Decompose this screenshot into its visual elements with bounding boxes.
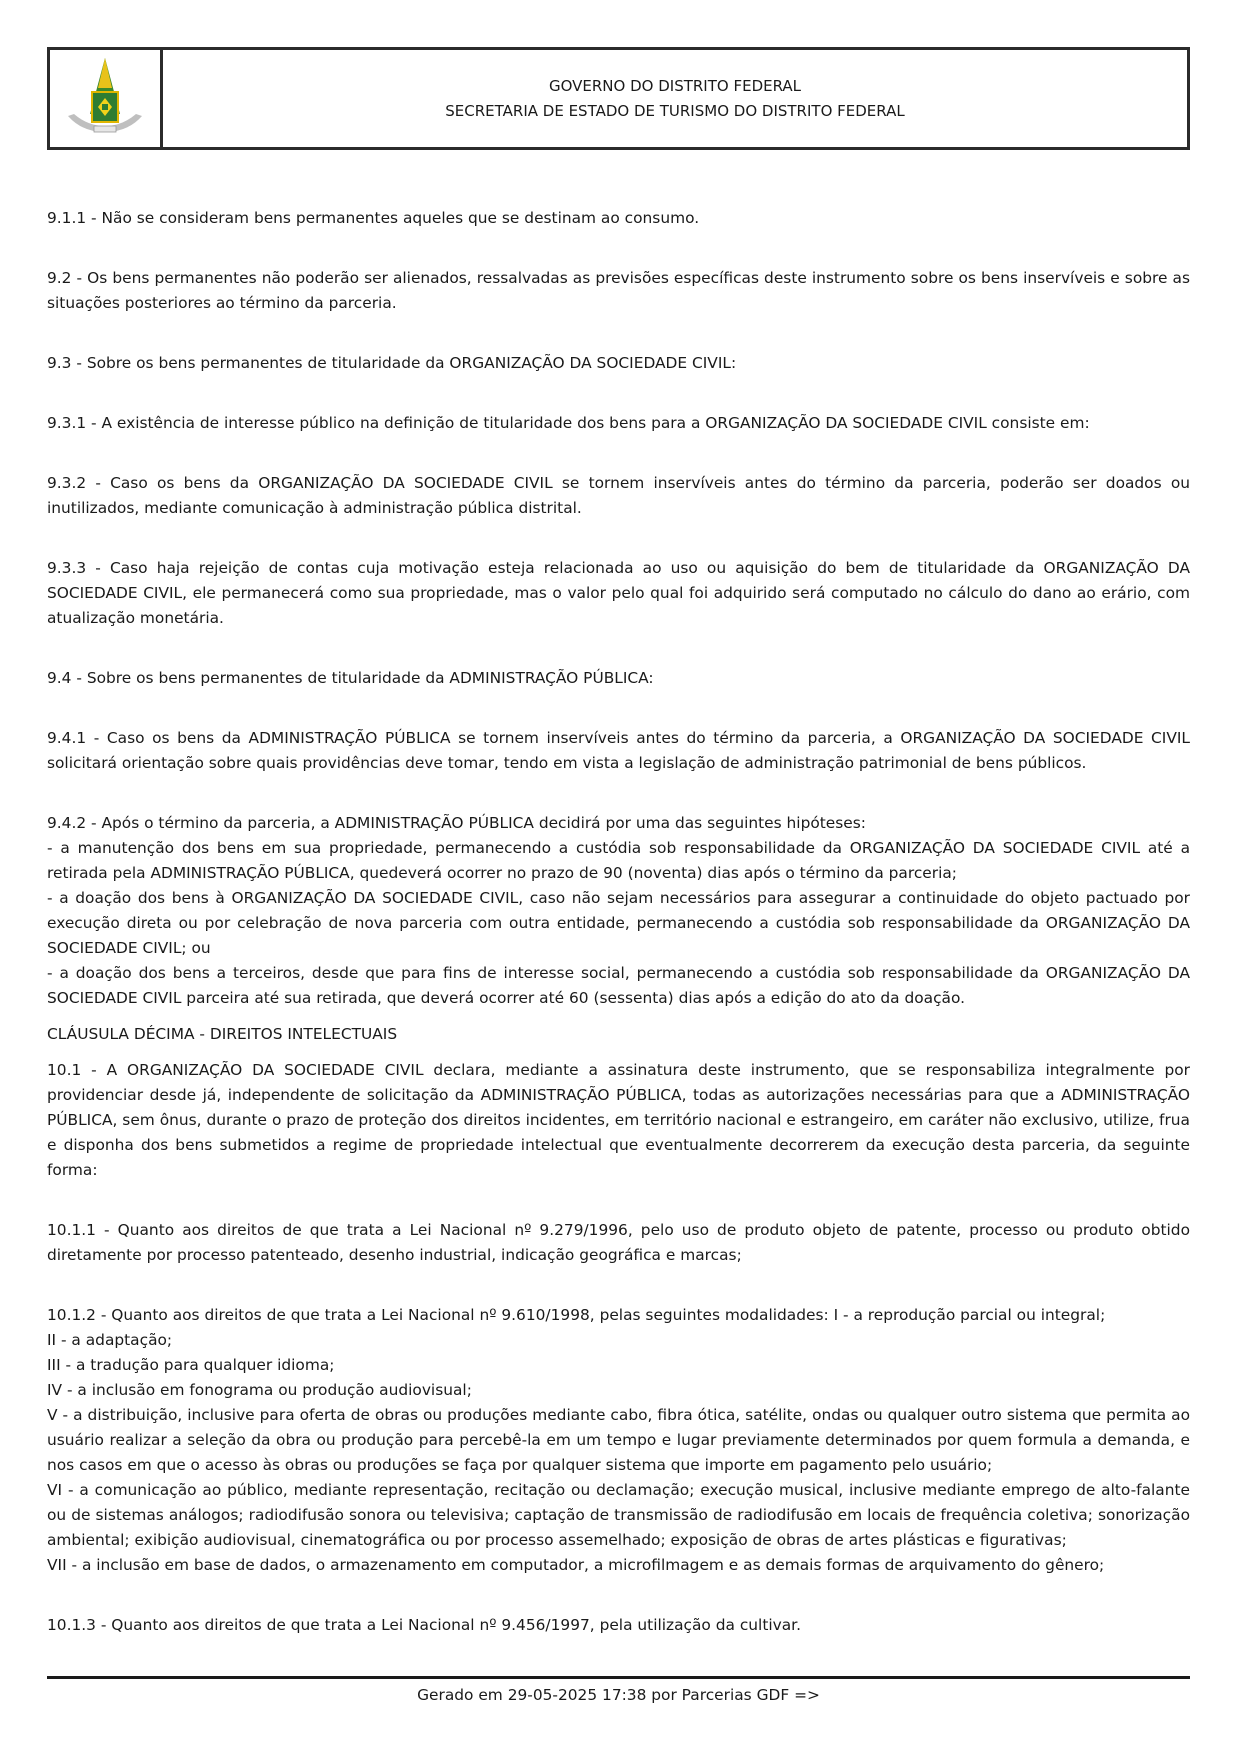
header-line-1: GOVERNO DO DISTRITO FEDERAL [548,76,802,95]
document-header [47,47,1190,150]
paragraph-9-4 [47,666,1190,691]
paragraph-line: VII - a inclusão em base de dados, o armazenamento em computador, a microfilmagem e as demais formas de arquivamento do gênero; [47,1556,1105,1574]
paragraph-10-1-1 [47,1218,1190,1268]
paragraph-line: 10.1 - A ORGANIZAÇÃO DA SOCIEDADE CIVIL declara, mediante a assinatura deste instrumento, que se responsabiliza integralmente por providenciar desde já, independente de solicitação da ADMINISTRAÇÃO PÚBLICA, todas as autorizações necessárias para que a ADMINISTRAÇÃO PÚBLICA, sem ônus, durante o prazo de proteção dos direitos incidentes, em território nacional e estrangeiro, em caráter não exclusivo, utilize, frua e disponha dos bens submetidos a regime de propriedade intelectual que eventualmente decorrerem da execução desta parceria, da seguinte forma: [47,1061,1190,1179]
paragraph-10-1-3 [47,1613,1190,1638]
header-title [163,50,1187,147]
clause-heading [47,1022,1190,1047]
paragraph-line: 9.4.1 - Caso os bens da ADMINISTRAÇÃO PÚBLICA se tornem inservíveis antes do término da parceria, a ORGANIZAÇÃO DA SOCIEDADE CIVIL solicitará orientação sobre quais providências deve tomar, tendo em vista a legislação de administração patrimonial de bens públicos. [47,729,1190,772]
paragraph-9-4-2 [47,811,1190,1011]
paragraph-10-1-2 [47,1303,1190,1578]
footer-divider [47,1676,1190,1679]
paragraph-9-3-2 [47,471,1190,521]
footer-text: Gerado em 29-05-2025 17:38 por Parcerias GDF => [417,1686,820,1704]
paragraph-line: - a doação dos bens a terceiros, desde que para fins de interesse social, permanecendo a custódia sob responsabilidade da ORGANIZAÇÃO DA SOCIEDADE CIVIL parceira até sua retirada, que deverá ocorrer até 60 (sessenta) dias após a edição do ato da doação. [47,964,1190,1007]
paragraph-line: 10.1.3 - Quanto aos direitos de que trata a Lei Nacional nº 9.456/1997, pela utilização da cultivar. [47,1616,801,1634]
paragraph-line: 9.2 - Os bens permanentes não poderão ser alienados, ressalvadas as previsões específicas deste instrumento sobre os bens inservíveis e sobre as situações posteriores ao término da parceria. [47,269,1190,312]
paragraph-line: VI - a comunicação ao público, mediante representação, recitação ou declamação; execução musical, inclusive mediante emprego de alto-falante ou de sistemas análogos; radiodifusão sonora ou televisiva; captação de transmissão de radiodifusão em locais de frequência coletiva; sonorização ambiental; exibição audiovisual, cinematográfica ou por processo assemelhado; exposição de obras de artes plásticas e figurativas; [47,1481,1190,1549]
paragraph-line: 9.3.1 - A existência de interesse público na definição de titularidade dos bens para a ORGANIZAÇÃO DA SOCIEDADE CIVIL consiste em: [47,414,1090,432]
brasao-df-icon [62,54,148,144]
paragraph-9-1-1 [47,206,1190,231]
paragraph-9-2 [47,266,1190,316]
paragraph-line: 9.3 - Sobre os bens permanentes de titularidade da ORGANIZAÇÃO DA SOCIEDADE CIVIL: [47,354,737,372]
paragraph-9-3 [47,351,1190,376]
paragraph-9-3-1 [47,411,1190,436]
header-line-2: SECRETARIA DE ESTADO DE TURISMO DO DISTRITO FEDERAL [445,101,905,120]
paragraph-line: 9.4 - Sobre os bens permanentes de titularidade da ADMINISTRAÇÃO PÚBLICA: [47,669,654,687]
paragraph-line: V - a distribuição, inclusive para oferta de obras ou produções mediante cabo, fibra ótica, satélite, ondas ou qualquer outro sistema que permita ao usuário realizar a seleção da obra ou produção para percebê-la em um tempo e lugar previamente determinados por quem formula a demanda, e nos casos em que o acesso às obras ou produções se faça por qualquer sistema que importe em pagamento pelo usuário; [47,1406,1190,1474]
paragraph-line: 10.1.2 - Quanto aos direitos de que trata a Lei Nacional nº 9.610/1998, pelas seguintes modalidades: I - a reprodução parcial ou integral; [47,1306,1106,1324]
paragraph-10-1 [47,1058,1190,1183]
paragraph-9-3-3 [47,556,1190,631]
paragraph-line: 9.1.1 - Não se consideram bens permanentes aqueles que se destinam ao consumo. [47,209,700,227]
paragraph-line: 9.3.3 - Caso haja rejeição de contas cuja motivação esteja relacionada ao uso ou aquisição do bem de titularidade da ORGANIZAÇÃO DA SOCIEDADE CIVIL, ele permanecerá como sua propriedade, mas o valor pelo qual foi adquirido será computado no cálculo do dano ao erário, com atualização monetária. [47,559,1190,627]
paragraph-line: 9.4.2 - Após o término da parceria, a ADMINISTRAÇÃO PÚBLICA decidirá por uma das seguintes hipóteses: [47,814,866,832]
logo-cell [50,50,163,147]
paragraph-line: III - a tradução para qualquer idioma; [47,1356,335,1374]
paragraph-line: 10.1.1 - Quanto aos direitos de que trata a Lei Nacional nº 9.279/1996, pelo uso de produto objeto de patente, processo ou produto obtido diretamente por processo patenteado, desenho industrial, indicação geográfica e marcas; [47,1221,1190,1264]
paragraph-line: 9.3.2 - Caso os bens da ORGANIZAÇÃO DA SOCIEDADE CIVIL se tornem inservíveis antes do término da parceria, poderão ser doados ou inutilizados, mediante comunicação à administração pública distrital. [47,474,1190,517]
paragraph-line: IV - a inclusão em fonograma ou produção audiovisual; [47,1381,472,1399]
paragraph-line: - a doação dos bens à ORGANIZAÇÃO DA SOCIEDADE CIVIL, caso não sejam necessários para assegurar a continuidade do objeto pactuado por execução direta ou por celebração de nova parceria com outra entidade, permanecendo a custódia sob responsabilidade da ORGANIZAÇÃO DA SOCIEDADE CIVIL; ou [47,889,1190,957]
paragraph-line: II - a adaptação; [47,1331,173,1349]
paragraph-9-4-1 [47,726,1190,776]
paragraph-line: CLÁUSULA DÉCIMA - DIREITOS INTELECTUAIS [47,1025,398,1043]
document-body [47,206,1190,1638]
paragraph-line: - a manutenção dos bens em sua propriedade, permanecendo a custódia sob responsabilidade da ORGANIZAÇÃO DA SOCIEDADE CIVIL até a retirada pela ADMINISTRAÇÃO PÚBLICA, quedeverá ocorrer no prazo de 90 (noventa) dias após o término da parceria; [47,839,1190,882]
